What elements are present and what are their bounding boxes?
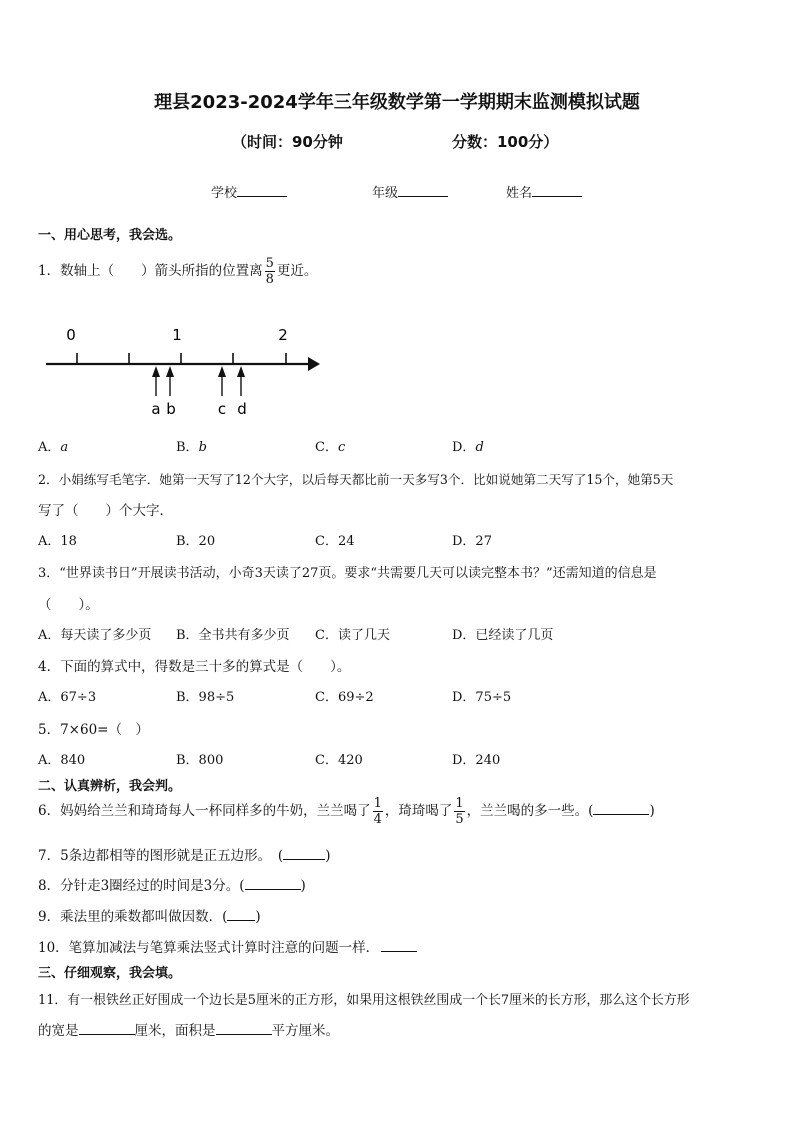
fraction-1-4: [373, 796, 383, 827]
question-9-text-b: ): [255, 909, 261, 925]
question-5: 5．7×60=（ ）: [38, 722, 149, 738]
section-heading-1: 一、用心思考，我会选。: [38, 228, 182, 243]
q2-option-d[interactable]: D．27: [452, 534, 492, 549]
option-value: d: [475, 440, 484, 455]
name-label: 姓名: [506, 186, 533, 201]
question-10-text: 10．笔算加减法与笔算乘法竖式计算时注意的问题一样．: [38, 940, 380, 956]
q5-option-b[interactable]: B．800: [176, 753, 224, 768]
axis-label-2: 2: [278, 326, 288, 344]
question-3-line-2: （ ）。: [38, 597, 99, 613]
school-blank[interactable]: [237, 183, 287, 197]
time-label: （时间：90分钟: [232, 133, 343, 151]
question-10: [38, 936, 417, 956]
fraction-5-8: [265, 256, 275, 287]
option-letter: A．: [38, 440, 61, 455]
answer-blank-10[interactable]: [381, 939, 417, 952]
arrow-label-a: a: [151, 400, 161, 418]
question-11-text-c: 平方厘米。: [271, 1023, 339, 1039]
question-1-text-b: 更近。: [276, 263, 318, 279]
q1-option-c[interactable]: [315, 436, 345, 455]
question-8-text-a: 8．分针走3圈经过的时间是3分。(: [38, 878, 245, 894]
arrow-label-c: c: [217, 400, 227, 418]
fraction-numerator: 1: [373, 796, 382, 811]
answer-blank-8[interactable]: [245, 877, 301, 890]
question-1: [38, 256, 317, 287]
school-field: [211, 182, 287, 201]
grade-label: 年级: [372, 186, 399, 201]
q5-option-c[interactable]: C．420: [315, 753, 363, 768]
question-11-text-b: 厘米，面积是: [134, 1023, 216, 1039]
question-11-line-2: [38, 1019, 339, 1039]
fraction-denominator: 4: [373, 812, 382, 827]
q4-option-c[interactable]: C．69÷2: [315, 690, 374, 705]
page-title: 理县2023-2024学年三年级数学第一学期期末监测模拟试题: [154, 92, 640, 113]
question-7: [38, 844, 330, 864]
q1-option-a[interactable]: [38, 436, 68, 455]
option-letter: C．: [315, 440, 338, 455]
arrow-label-d: d: [237, 400, 247, 418]
question-11-line-1: 11．有一根铁丝正好围成一个边长是5厘米的正方形，如果用这根铁丝围成一个长7厘米的长方形，那么这个长方形: [38, 993, 690, 1008]
q3-option-c[interactable]: C．读了几天: [315, 628, 390, 643]
fraction-numerator: 1: [455, 796, 464, 811]
fraction-numerator: 5: [265, 256, 274, 271]
axis-arrow-head: [308, 357, 320, 371]
question-9-text-a: 9．乘法里的乘数都叫做因数．(: [38, 909, 228, 925]
question-6-text-c: ，兰兰喝的多一些。(: [466, 803, 594, 819]
arrow-d: [237, 366, 245, 396]
q3-option-d[interactable]: D．已经读了几页: [452, 628, 554, 643]
q2-option-c[interactable]: C．24: [315, 534, 355, 549]
fraction-denominator: 5: [455, 812, 464, 827]
q1-option-b[interactable]: [176, 436, 207, 455]
q5-option-a[interactable]: A．840: [38, 753, 86, 768]
option-letter: D．: [452, 440, 476, 455]
question-6-text-d: ): [649, 803, 655, 819]
grade-field: [372, 182, 448, 201]
school-label: 学校: [211, 186, 238, 201]
q1-option-d[interactable]: [452, 436, 484, 455]
question-6: [38, 796, 655, 827]
fraction-1-5: [454, 796, 464, 827]
arrow-a: [152, 366, 160, 396]
arrow-label-b: b: [166, 400, 176, 418]
question-7-text-b: ): [325, 848, 331, 864]
question-7-text-a: 7．5条边都相等的图形就是正五边形。 (: [38, 848, 284, 864]
grade-blank[interactable]: [398, 183, 448, 197]
axis-label-0: 0: [66, 326, 76, 344]
number-line-figure: [40, 322, 330, 422]
question-2-line-2: 写了（ ）个大字．: [38, 503, 173, 519]
section-heading-3: 三、仔细观察，我会填。: [38, 966, 182, 981]
q2-option-b[interactable]: B．20: [176, 534, 216, 549]
q2-option-a[interactable]: A．18: [38, 534, 77, 549]
option-value: c: [337, 440, 346, 455]
answer-blank-9[interactable]: [227, 908, 255, 921]
q4-option-a[interactable]: A．67÷3: [38, 690, 97, 705]
answer-blank-11-area[interactable]: [216, 1022, 272, 1035]
q4-option-b[interactable]: B．98÷5: [176, 690, 235, 705]
answer-blank-11-width[interactable]: [79, 1022, 135, 1035]
answer-blank-6[interactable]: [593, 802, 649, 815]
question-1-text-a: 1．数轴上（ ）箭头所指的位置离: [38, 263, 263, 279]
name-blank[interactable]: [532, 183, 582, 197]
arrow-c: [218, 366, 226, 396]
question-11-text-a: 的宽是: [38, 1023, 79, 1039]
option-value: b: [198, 440, 207, 455]
option-letter: B．: [176, 440, 199, 455]
question-6-text-a: 6．妈妈给兰兰和琦琦每人一杯同样多的牛奶，兰兰喝了: [38, 803, 371, 819]
q4-option-d[interactable]: D．75÷5: [452, 690, 512, 705]
score-label: 分数：100分）: [452, 133, 559, 151]
question-9: [38, 905, 261, 925]
question-8-text-b: ): [300, 878, 306, 894]
q3-option-a[interactable]: A．每天读了多少页: [38, 628, 152, 643]
question-6-text-b: ，琦琦喝了: [384, 803, 453, 819]
q3-option-b[interactable]: B．全书共有多少页: [176, 628, 290, 643]
option-value: a: [60, 440, 69, 455]
question-4: 4．下面的算式中，得数是三十多的算式是（ ）。: [38, 659, 351, 675]
question-3-line-1: 3．“世界读书日”开展读书活动，小奇3天读了27页。要求“共需要几天可以读完整本书？”还需知道的信息是: [38, 566, 657, 581]
section-heading-2: 二、认真辨析，我会判。: [38, 779, 182, 794]
arrow-b: [166, 366, 174, 396]
question-2-line-1: 2．小娟练写毛笔字．她第一天写了12个大字，以后每天都比前一天多写3个．比如说她第二天写了15个，她第5天: [38, 472, 674, 487]
axis-label-1: 1: [172, 326, 182, 344]
q5-option-d[interactable]: D．240: [452, 753, 501, 768]
fraction-denominator: 8: [265, 272, 274, 287]
name-field: [506, 182, 582, 201]
question-8: [38, 874, 306, 894]
answer-blank-7[interactable]: [283, 847, 325, 860]
